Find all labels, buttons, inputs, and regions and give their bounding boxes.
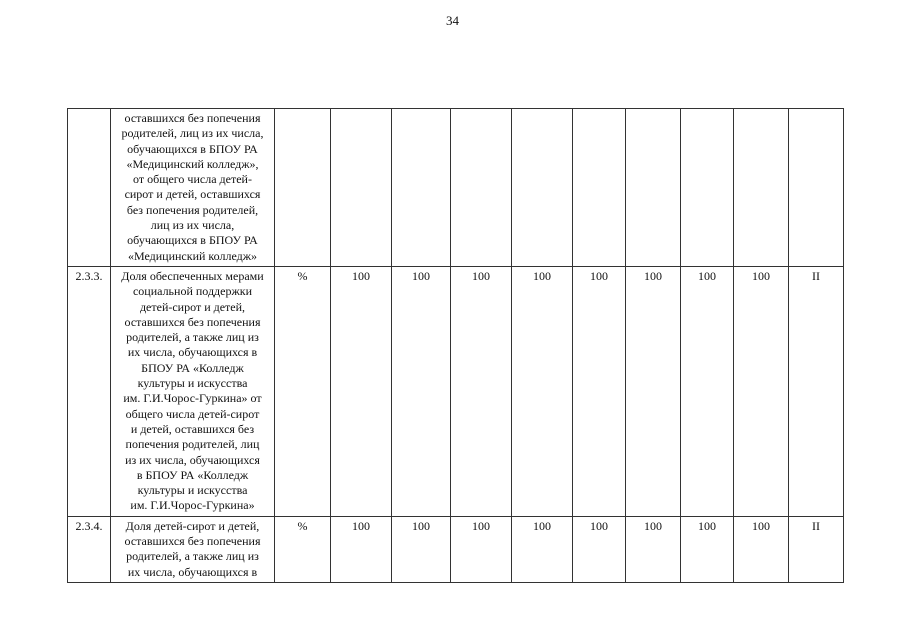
description-line: в БПОУ РА «Колледж [136, 467, 249, 482]
row-category [789, 109, 844, 267]
row-value: 100 [451, 516, 512, 582]
description-line: и детей, оставшихся без [130, 421, 255, 436]
row-value [681, 109, 734, 267]
description-line: их числа, обучающихся в [127, 345, 258, 360]
description-line: БПОУ РА «Колледж [141, 360, 244, 375]
description-line: оставшихся без попечения [124, 314, 261, 329]
row-unit: % [275, 516, 331, 582]
row-value: 100 [331, 266, 392, 516]
row-value: 100 [392, 266, 451, 516]
row-unit [275, 109, 331, 267]
description-line: из их числа, обучающихся [125, 452, 260, 467]
description-line: им. Г.И.Чорос-Гуркина» [130, 498, 255, 513]
description-line: детей-сирот и детей, [139, 299, 246, 314]
row-description [111, 516, 275, 582]
row-code: 2.3.4. [68, 516, 111, 582]
row-value [626, 109, 681, 267]
row-value: 100 [573, 516, 626, 582]
description-line: оставшихся без попечения [124, 111, 261, 125]
description-line: их числа, обучающихся в [127, 564, 258, 579]
row-value [512, 109, 573, 267]
table-row [68, 109, 844, 267]
description-line: обучающихся в БПОУ РА [127, 233, 258, 248]
row-value: 100 [681, 516, 734, 582]
description-line: обучающихся в БПОУ РА [127, 141, 258, 156]
row-unit: % [275, 266, 331, 516]
description-line: Доля детей-сирот и детей, [125, 518, 260, 533]
row-value: 100 [392, 516, 451, 582]
table-body [68, 109, 844, 583]
description-line: культуры и искусства [137, 376, 248, 391]
row-value: 100 [331, 516, 392, 582]
row-value [392, 109, 451, 267]
description-line: оставшихся без попечения [124, 534, 261, 549]
page-number: 34 [446, 13, 459, 28]
row-value: 100 [626, 516, 681, 582]
description-line: «Медицинский колледж» [127, 248, 258, 263]
description-line: им. Г.И.Чорос-Гуркина» от [123, 391, 262, 406]
description-line: от общего числа детей- [133, 172, 252, 187]
description-line: родителей, а также лиц из [126, 330, 259, 345]
description-line: «Медицинский колледж», [126, 156, 259, 171]
row-value: 100 [451, 266, 512, 516]
row-value [331, 109, 392, 267]
indicators-table [67, 108, 844, 583]
description-line: общего числа детей-сирот [125, 406, 260, 421]
description-line: сирот и детей, оставшихся [124, 187, 261, 202]
row-value: 100 [681, 266, 734, 516]
description-line: без попечения родителей, [126, 202, 259, 217]
row-category: II [789, 516, 844, 582]
description-line: попечения родителей, лиц [125, 437, 260, 452]
table-row [68, 266, 844, 516]
description-line: родителей, лиц из их числа, [121, 126, 264, 141]
row-value [734, 109, 789, 267]
description-line: родителей, а также лиц из [126, 549, 259, 564]
description-line: лиц из их числа, [150, 218, 235, 233]
row-value: 100 [734, 516, 789, 582]
row-category: II [789, 266, 844, 516]
table-row [68, 516, 844, 582]
row-value [451, 109, 512, 267]
description-line: Доля обеспеченных мерами [121, 268, 264, 283]
description-line: социальной поддержки [132, 284, 253, 299]
row-description [111, 109, 275, 267]
row-value [573, 109, 626, 267]
row-value: 100 [573, 266, 626, 516]
row-code [68, 109, 111, 267]
row-value: 100 [512, 266, 573, 516]
row-code: 2.3.3. [68, 266, 111, 516]
row-value: 100 [626, 266, 681, 516]
row-value: 100 [512, 516, 573, 582]
row-value: 100 [734, 266, 789, 516]
description-line: культуры и искусства [137, 483, 248, 498]
row-description [111, 266, 275, 516]
